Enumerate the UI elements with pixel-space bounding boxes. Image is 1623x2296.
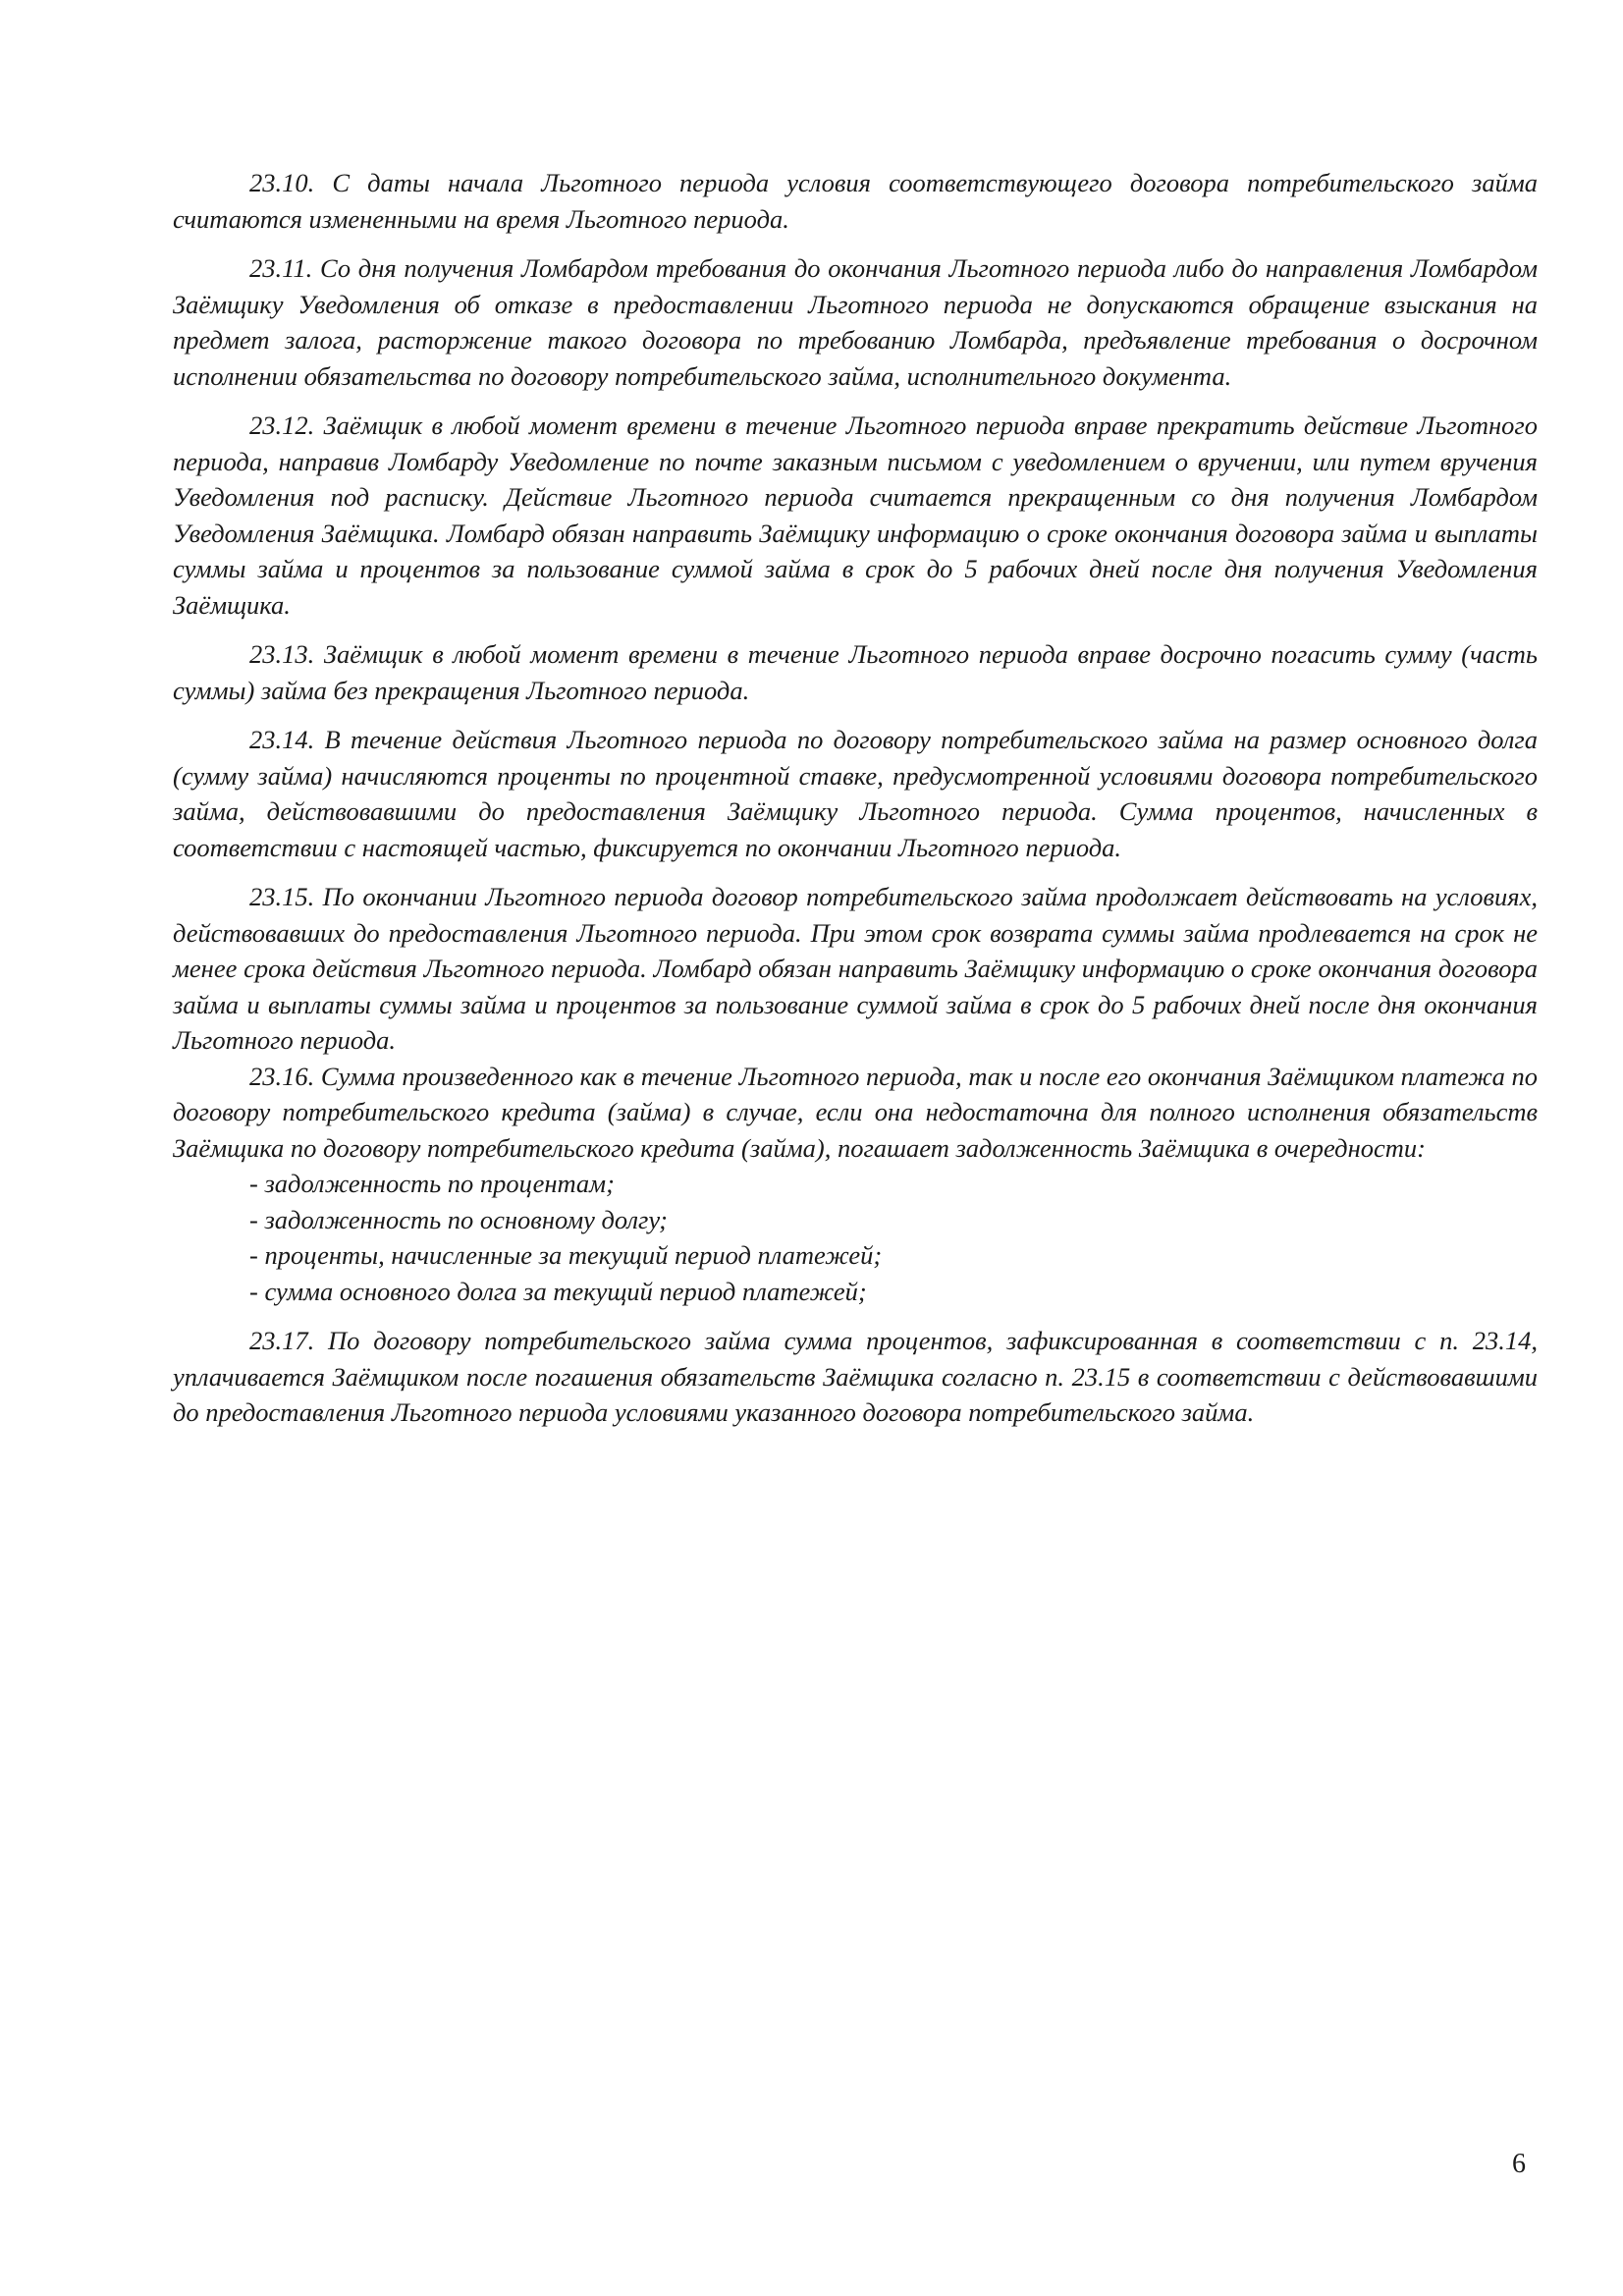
paragraph-23-11: 23.11. Со дня получения Ломбардом требования до окончания Льготного периода либо до направления Ломбардом Заёмщику Уведомления об отказе в предоставлении Льготного периода не допускаются обращение взыскания на предмет залога, расторжение такого договора по требованию Ломбарда, предъявление требования о досрочном исполнении обязательства по договору потребительского займа, исполнительного документа. (173, 253, 1538, 391)
list-item: - проценты, начисленные за текущий период платежей; (249, 1240, 883, 1270)
page-number: 6 (1512, 2149, 1526, 2179)
payment-order-list (173, 1166, 1538, 1309)
paragraph-23-10: 23.10. С даты начала Льготного периода условия соответствующего договора потребительского займа считаются измененными на время Льготного периода. (173, 168, 1538, 234)
paragraph-23-13: 23.13. Заёмщик в любой момент времени в течение Льготного периода вправе досрочно погасить сумму (часть суммы) займа без прекращения Льготного периода. (173, 639, 1538, 705)
paragraph-23-14: 23.14. В течение действия Льготного периода по договору потребительского займа на размер основного долга (сумму займа) начисляются проценты по процентной ставке, предусмотренной условиями договора потребительского займа, действовавшими до предоставления Заёмщику Льготного периода. Сумма процентов, начисленных в соответствии с настоящей частью, фиксируется по окончании Льготного периода. (173, 725, 1538, 862)
document-body (173, 165, 1538, 1445)
paragraph-23-15: 23.15. По окончании Льготного периода договор потребительского займа продолжает действовать на условиях, действовавших до предоставления Льготного периода. При этом срок возврата суммы займа продлевается на срок не менее срока действия Льготного периода. Ломбард обязан направить Заёмщику информацию о сроке окончания договора займа и выплаты суммы займа и процентов за пользование суммой займа в срок до 5 рабочих дней после дня окончания Льготного периода. (173, 882, 1538, 1055)
paragraph-23-16: 23.16. Сумма произведенного как в течение Льготного периода, так и после его окончания Заёмщиком платежа по договору потребительского кредита (займа) в случае, если она недостаточна для полного исполнения обязательств Заёмщика по договору потребительского кредита (займа), погашает задолженность Заёмщика в очередности: (173, 1061, 1538, 1163)
list-item: - задолженность по основному долгу; (249, 1204, 668, 1234)
paragraph-23-12: 23.12. Заёмщик в любой момент времени в течение Льготного периода вправе прекратить действие Льготного периода, направив Ломбарду Уведомление по почте заказным письмом с уведомлением о вручении, или путем вручения Уведомления под расписку. Действие Льготного периода считается прекращенным со дня получения Ломбардом Уведомления Заёмщика. Ломбард обязан направить Заёмщику информацию о сроке окончания договора займа и выплаты суммы займа и процентов за пользование суммой займа в срок до 5 рабочих дней после дня получения Уведомления Заёмщика. (173, 410, 1538, 620)
list-item: - задолженность по процентам; (249, 1169, 615, 1198)
list-item: - сумма основного долга за текущий период платежей; (249, 1276, 867, 1306)
paragraph-23-17: 23.17. По договору потребительского займа сумма процентов, зафиксированная в соответствии с п. 23.14, уплачивается Заёмщиком после погашения обязательств Заёмщика согласно п. 23.15 в соответствии с действовавшими до предоставления Льготного периода условиями указанного договора потребительского займа. (173, 1326, 1538, 1427)
